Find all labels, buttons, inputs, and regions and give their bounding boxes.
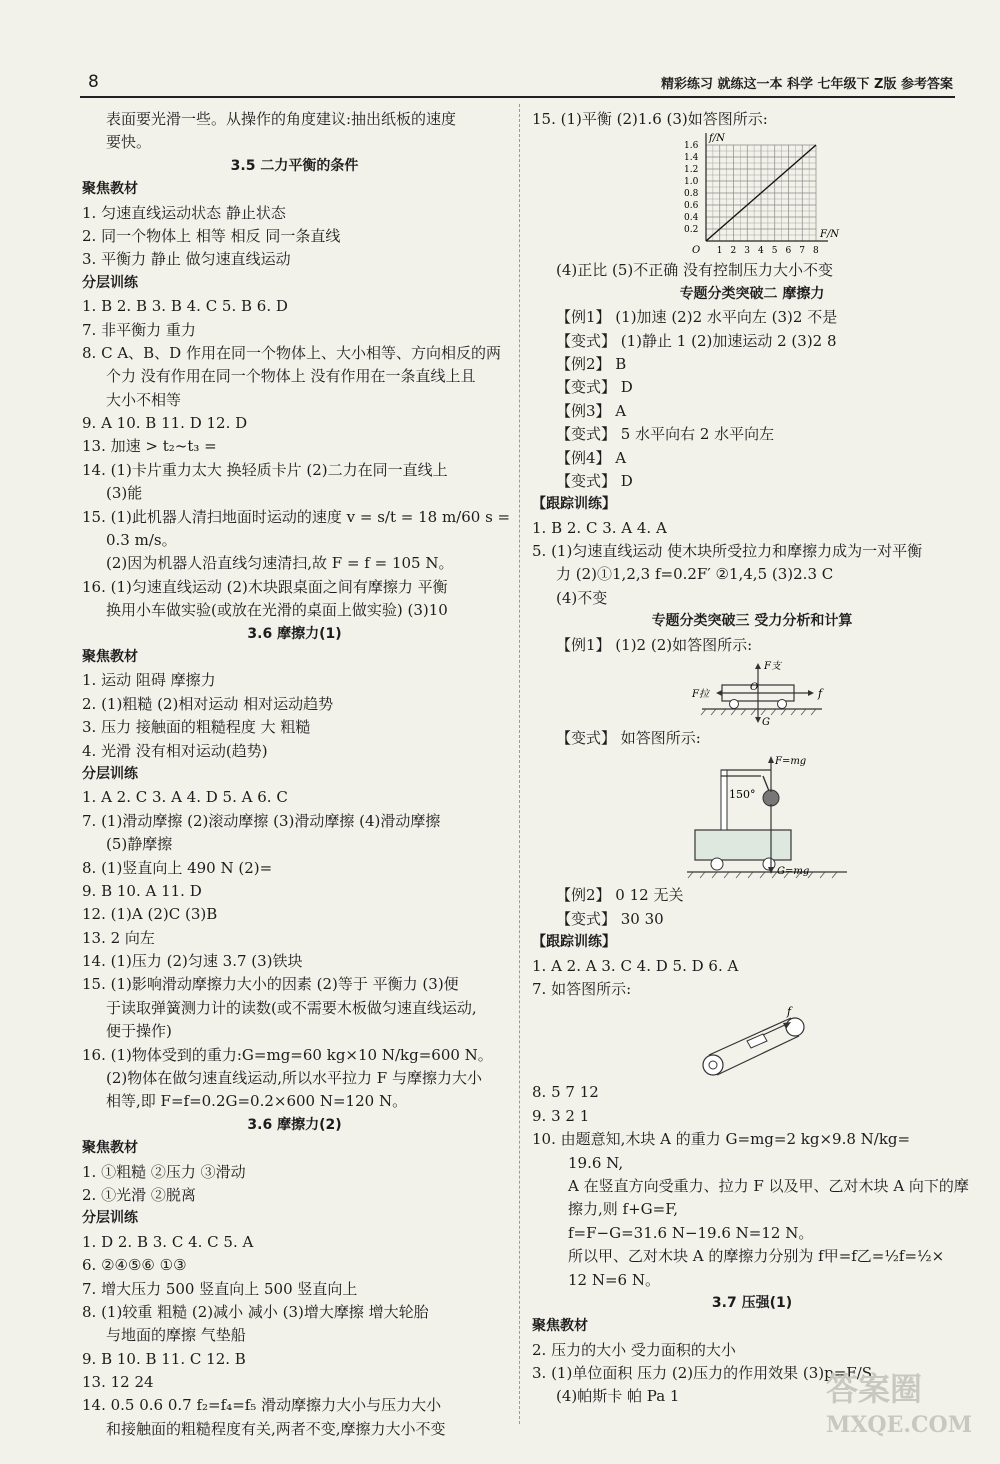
left-line: 9. B 10. B 11. C 12. B bbox=[82, 1349, 246, 1368]
column-divider bbox=[519, 104, 520, 1424]
label-angle: 150° bbox=[729, 788, 756, 802]
left-line: 表面要光滑一些。从操作的角度建议:抽出纸板的速度 bbox=[106, 110, 457, 128]
right-line: 力 (2)①1,2,3 f=0.2F′ ②1,4,5 (3)2.3 C bbox=[556, 565, 834, 584]
y-tick-label: 1.4 bbox=[684, 153, 699, 164]
watermark-text: 答案圈 bbox=[826, 1370, 923, 1408]
friction-chart bbox=[682, 131, 840, 259]
right-line: 【例2】 B bbox=[556, 354, 627, 373]
left-line: 9. A 10. B 11. D 12. D bbox=[82, 414, 248, 433]
left-line: 6. ②④⑤⑥ ①③ bbox=[82, 1256, 187, 1275]
left-line: 2. ①光滑 ②脱离 bbox=[82, 1185, 196, 1204]
left-line: 16. (1)匀速直线运动 (2)木块跟桌面之间有摩擦力 平衡 bbox=[82, 577, 448, 596]
book-title: 精彩练习 就练这一本 科学 七年级下 Z版 参考答案 bbox=[660, 77, 953, 92]
right-line: 15. (1)平衡 (2)1.6 (3)如答图所示: bbox=[532, 110, 768, 128]
left-line: 8. (1)较重 粗糙 (2)减小 减小 (3)增大摩擦 增大轮胎 bbox=[82, 1302, 429, 1321]
conveyor-diagram bbox=[697, 1005, 827, 1085]
left-line: 分层训练 bbox=[82, 1210, 138, 1227]
right-line: 【例1】 (1)2 (2)如答图所示: bbox=[556, 635, 753, 654]
answer-block-variant bbox=[532, 727, 972, 750]
watermark-domain: MXQE.COM bbox=[826, 1412, 973, 1438]
figure-pendulum-cart bbox=[532, 750, 972, 884]
y-tick-label: 0.4 bbox=[684, 213, 699, 224]
left-line: 要快。 bbox=[106, 133, 152, 152]
left-line: 14. (1)压力 (2)匀速 3.7 (3)铁块 bbox=[82, 952, 303, 971]
left-line: 15. (1)影响滑动摩擦力大小的因素 (2)等于 平衡力 (3)便 bbox=[82, 975, 459, 994]
right-line: 聚焦教材 bbox=[532, 1318, 588, 1335]
right-line: 所以甲、乙对木块 A 的摩擦力分别为 f甲=f乙=½f=½× bbox=[568, 1247, 945, 1266]
right-line: 9. 3 2 1 bbox=[532, 1106, 590, 1125]
label-friction: f bbox=[818, 687, 823, 701]
right-line: 擦力,则 f+G=F, bbox=[568, 1200, 679, 1219]
left-line: 12. (1)A (2)C (3)B bbox=[82, 905, 218, 924]
right-line: 3. (1)单位面积 压力 (2)压力的作用效果 (3)p=F/S bbox=[532, 1364, 873, 1383]
left-line: 0.3 m/s。 bbox=[106, 531, 177, 550]
left-line: 于读取弹簧测力计的读数(或不需要木板做匀速直线运动, bbox=[106, 998, 477, 1017]
figure-conveyor bbox=[532, 1001, 972, 1081]
y-tick-label: 1.6 bbox=[684, 141, 699, 152]
answer-block-tracking-2 bbox=[532, 884, 972, 1001]
right-line: 10. 由题意知,木块 A 的重力 G=mg=2 kg×9.8 N/kg= bbox=[532, 1130, 911, 1149]
y-tick-label: 1.2 bbox=[684, 165, 699, 176]
y-tick-label: 0.6 bbox=[684, 201, 699, 212]
right-line: 2. 压力的大小 受力面积的大小 bbox=[532, 1340, 736, 1359]
label-tension: F=mg bbox=[775, 756, 807, 768]
left-line: (2)因为机器人沿直线匀速清扫,故 F = f = 105 N。 bbox=[106, 554, 454, 573]
right-line: 【变式】 (1)静止 1 (2)加速运动 2 (3)2 8 bbox=[556, 331, 837, 350]
left-line: 13. 加速 > t₂~t₃ = bbox=[82, 437, 217, 456]
left-line: 7. 非平衡力 重力 bbox=[82, 320, 196, 339]
x-tick-label: 1 bbox=[716, 246, 723, 257]
left-line: 3.5 二力平衡的条件 bbox=[230, 157, 359, 174]
left-line: 分层训练 bbox=[82, 274, 138, 291]
right-line: 专题分类突破二 摩擦力 bbox=[679, 285, 825, 302]
left-line: 1. D 2. B 3. C 4. C 5. A bbox=[82, 1232, 254, 1251]
right-line: 【跟踪训练】 bbox=[532, 496, 616, 513]
right-column bbox=[532, 108, 972, 1409]
left-line: 相等,即 F=f=0.2G=0.2×600 N=120 N。 bbox=[106, 1092, 408, 1111]
label-gravity: G bbox=[762, 717, 770, 729]
left-line: 聚焦教材 bbox=[82, 181, 138, 198]
answer-block-15 bbox=[532, 108, 972, 131]
x-tick-label: 3 bbox=[744, 246, 750, 257]
left-line: 大小不相等 bbox=[106, 390, 182, 409]
right-line: 19.6 N, bbox=[568, 1153, 624, 1172]
left-line: 8. C A、B、D 作用在同一个物体上、大小相等、方向相反的两 bbox=[82, 343, 501, 362]
friction-graph bbox=[532, 131, 972, 259]
left-column bbox=[82, 108, 511, 1441]
right-line: 3.7 压强(1) bbox=[711, 1294, 793, 1311]
left-line: 1. B 2. B 3. B 4. C 5. B 6. D bbox=[82, 297, 288, 316]
right-line: (4)正比 (5)不正确 没有控制压力大小不变 bbox=[556, 261, 834, 280]
right-line: (4)不变 bbox=[556, 588, 608, 607]
x-tick-label: 8 bbox=[813, 246, 819, 257]
left-line: 3.6 摩擦力(2) bbox=[247, 1116, 342, 1133]
left-line: 3.6 摩擦力(1) bbox=[247, 625, 342, 642]
figure-cart-forces bbox=[532, 657, 972, 727]
watermark-logo bbox=[822, 1360, 972, 1440]
left-line: 个力 没有作用在同一个物体上 没有作用在一条直线上且 bbox=[106, 367, 476, 386]
x-tick-label: 6 bbox=[785, 246, 792, 257]
left-line: 换用小车做实验(或放在光滑的桌面上做实验) (3)10 bbox=[106, 601, 448, 620]
page-header bbox=[80, 70, 955, 98]
left-line: 14. 0.5 0.6 0.7 f₂=f₄=f₅ 滑动摩擦力大小与压力大小 bbox=[82, 1396, 442, 1415]
x-tick-label: 2 bbox=[730, 246, 737, 257]
right-line: 7. 如答图所示: bbox=[532, 979, 632, 998]
y-tick-label: 0.2 bbox=[684, 225, 699, 236]
right-line: 【例1】 (1)加速 (2)2 水平向左 (3)2 不是 bbox=[556, 308, 838, 327]
pendulum-cart-diagram bbox=[687, 756, 867, 890]
x-axis-label: F/N bbox=[820, 229, 840, 241]
left-line: 聚焦教材 bbox=[82, 648, 138, 665]
label-normal-force: F支 bbox=[764, 661, 781, 673]
answer-block-special-2 bbox=[532, 259, 972, 657]
cart-force-diagram bbox=[692, 657, 892, 727]
left-line: 7. 增大压力 500 竖直向上 500 竖直向上 bbox=[82, 1279, 358, 1298]
left-line: 与地面的摩擦 气垫船 bbox=[106, 1326, 246, 1345]
right-line: 8. 5 7 12 bbox=[532, 1083, 599, 1102]
right-line: 12 N=6 N。 bbox=[568, 1270, 660, 1289]
left-line: 16. (1)物体受到的重力:G=mg=60 kg×10 N/kg=600 N。 bbox=[82, 1045, 493, 1064]
left-line: (3)能 bbox=[106, 484, 143, 503]
right-line: 1. B 2. C 3. A 4. A bbox=[532, 518, 667, 537]
label-friction-conveyor: f bbox=[787, 1005, 792, 1019]
left-line: 3. 平衡力 静止 做匀速直线运动 bbox=[82, 250, 291, 269]
left-line: 便于操作) bbox=[106, 1022, 172, 1041]
left-line: 3. 压力 接触面的粗糙程度 大 粗糙 bbox=[82, 718, 311, 737]
right-line: 【例3】 A bbox=[556, 401, 627, 420]
left-line: 13. 12 24 bbox=[82, 1373, 154, 1392]
left-answers bbox=[82, 108, 511, 1441]
x-tick-label: 4 bbox=[758, 246, 764, 257]
label-weight: G=mg bbox=[777, 866, 810, 878]
page-number: 8 bbox=[88, 72, 99, 92]
x-tick-label: 5 bbox=[771, 246, 778, 257]
left-line: 1. 匀速直线运动状态 静止状态 bbox=[82, 203, 286, 222]
right-line: f=F−G=31.6 N−19.6 N=12 N。 bbox=[568, 1223, 814, 1242]
left-line: 15. (1)此机器人清扫地面时运动的速度 v = s/t = 18 m/60 s = bbox=[82, 507, 511, 526]
right-line: 5. (1)匀速直线运动 使木块所受拉力和摩擦力成为一对平衡 bbox=[532, 542, 923, 561]
right-line: 【变式】 D bbox=[556, 471, 633, 490]
left-line: 聚焦教材 bbox=[82, 1140, 138, 1157]
label-pull-force: F拉 bbox=[692, 689, 709, 701]
left-line: (2)物体在做匀速直线运动,所以水平拉力 F 与摩擦力大小 bbox=[106, 1069, 482, 1088]
left-line: 2. (1)粗糙 (2)相对运动 相对运动趋势 bbox=[82, 694, 334, 713]
left-line: 7. (1)滑动摩擦 (2)滚动摩擦 (3)滑动摩擦 (4)滑动摩擦 bbox=[82, 811, 441, 830]
origin-label: O bbox=[692, 245, 701, 257]
right-line: 【变式】 5 水平向右 2 水平向左 bbox=[556, 425, 775, 444]
right-line: 【跟踪训练】 bbox=[532, 934, 616, 951]
left-line: 8. (1)竖直向上 490 N (2)= bbox=[82, 858, 273, 877]
left-line: 1. 运动 阻碍 摩擦力 bbox=[82, 671, 216, 690]
left-line: 和接触面的粗糙程度有关,两者不变,摩擦力大小不变 bbox=[106, 1419, 446, 1438]
left-line: 14. (1)卡片重力太大 换轻质卡片 (2)二力在同一直线上 bbox=[82, 460, 448, 479]
right-line: A 在竖直方向受重力、拉力 F 以及甲、乙对木块 A 向下的摩 bbox=[568, 1176, 969, 1195]
x-tick-label: 7 bbox=[799, 246, 805, 257]
right-line: (4)帕斯卡 帕 Pa 1 bbox=[556, 1387, 680, 1406]
left-line: 2. 同一个物体上 相等 相反 同一条直线 bbox=[82, 226, 341, 245]
left-line: 1. ①粗糙 ②压力 ③滑动 bbox=[82, 1162, 246, 1181]
left-line: 4. 光滑 没有相对运动(趋势) bbox=[82, 741, 268, 760]
right-line: 专题分类突破三 受力分析和计算 bbox=[651, 613, 853, 630]
y-axis-label: f/N bbox=[709, 133, 725, 145]
right-line: 【例2】 0 12 无关 bbox=[556, 886, 684, 905]
right-line: 【变式】 D bbox=[556, 378, 633, 397]
left-line: 1. A 2. C 3. A 4. D 5. A 6. C bbox=[82, 788, 288, 807]
label-origin: O bbox=[750, 682, 759, 694]
right-line: 【变式】 如答图所示: bbox=[556, 729, 701, 748]
y-tick-label: 1.0 bbox=[684, 177, 699, 188]
left-line: 分层训练 bbox=[82, 765, 138, 782]
right-line: 【例4】 A bbox=[556, 448, 627, 467]
right-line: 1. A 2. A 3. C 4. D 5. D 6. A bbox=[532, 956, 739, 975]
y-tick-label: 0.8 bbox=[684, 189, 699, 200]
left-line: (5)静摩擦 bbox=[106, 835, 173, 854]
left-line: 9. B 10. A 11. D bbox=[82, 881, 202, 900]
left-line: 13. 2 向左 bbox=[82, 928, 155, 947]
right-line: 【变式】 30 30 bbox=[556, 909, 664, 928]
